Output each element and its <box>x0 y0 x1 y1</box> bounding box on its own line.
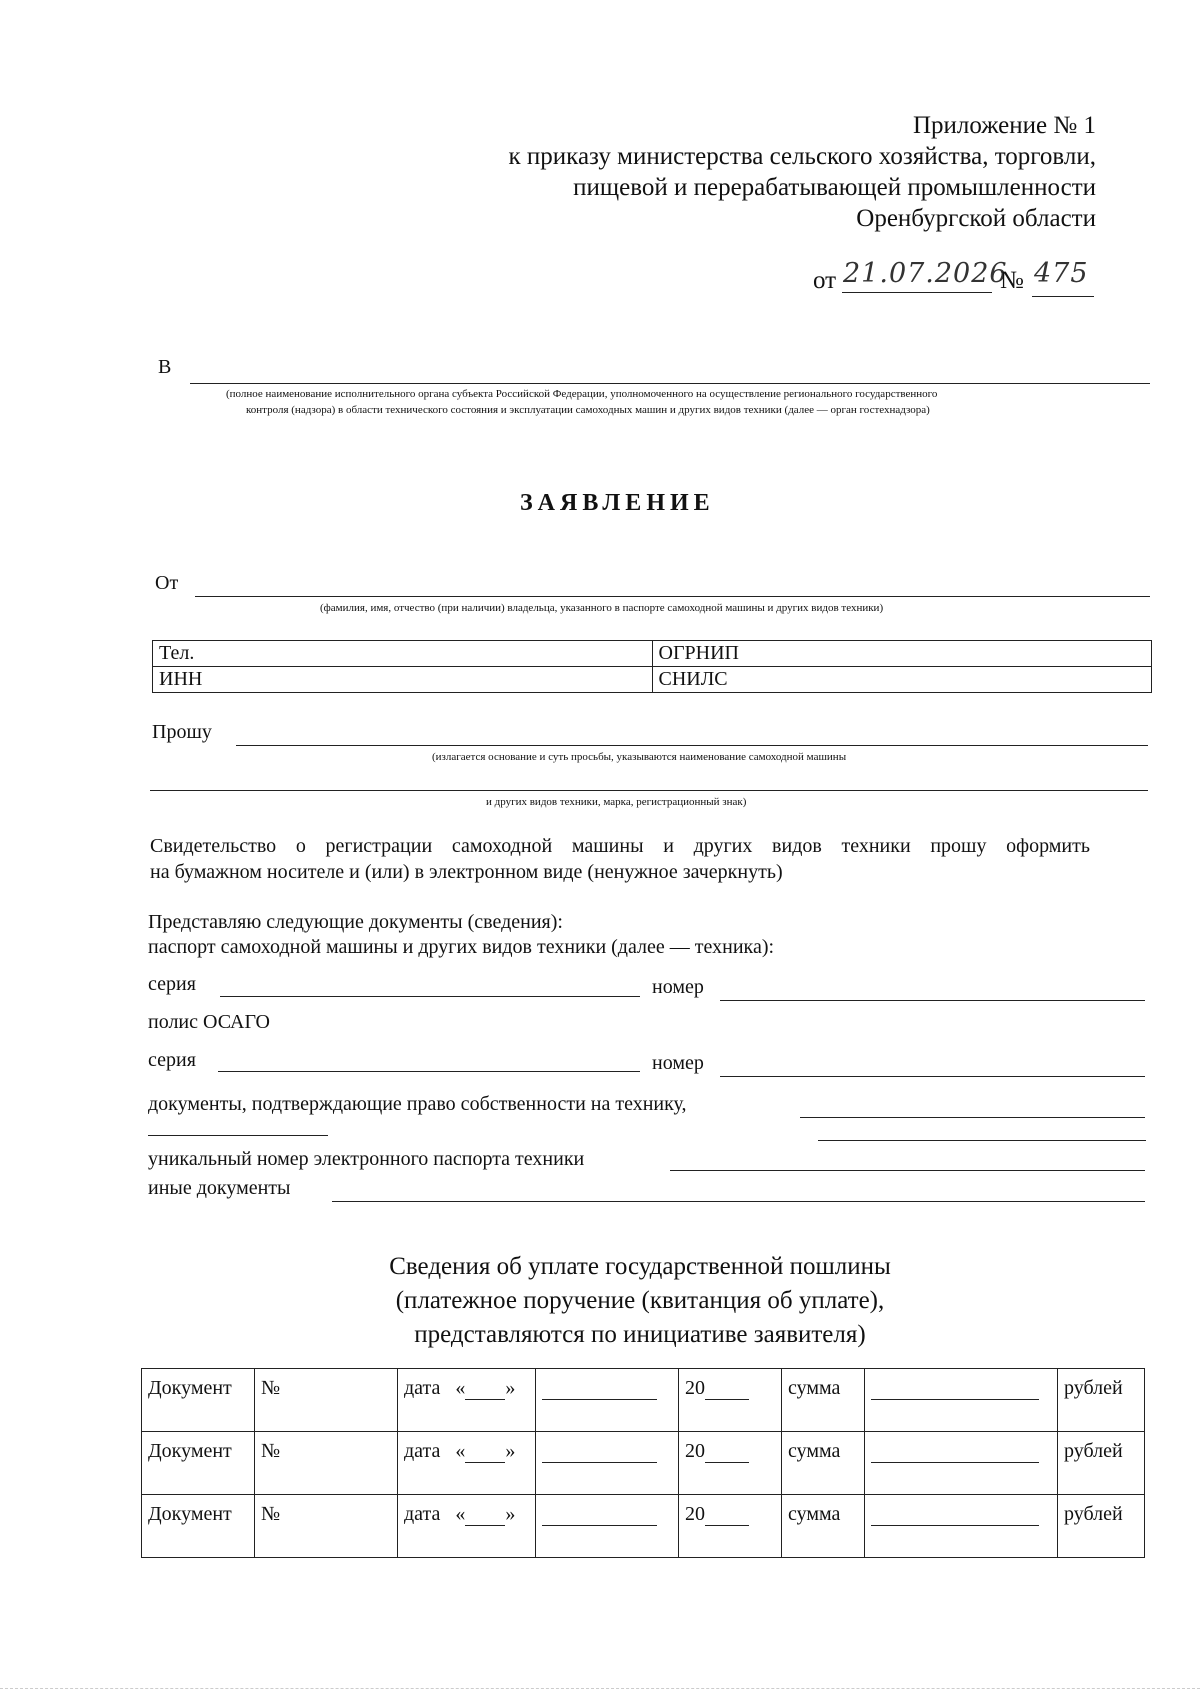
number-underline <box>1032 296 1094 297</box>
year-blank[interactable] <box>705 1379 749 1400</box>
close-quote: » <box>505 1503 516 1525</box>
ownership-field-2[interactable] <box>148 1135 328 1136</box>
year-prefix: 20 <box>685 1503 705 1525</box>
osago-series-field[interactable] <box>218 1071 640 1072</box>
other-docs-label: иные документы <box>148 1177 291 1199</box>
annex-region-line: Оренбургской области <box>856 205 1096 232</box>
ownership-field-1[interactable] <box>800 1117 1145 1118</box>
doc-label: Документ <box>142 1432 255 1495</box>
month-blank[interactable] <box>542 1442 657 1463</box>
passport-series-field[interactable] <box>220 996 640 997</box>
doc-number-cell[interactable] <box>255 1495 398 1558</box>
addressee-field[interactable] <box>190 383 1150 384</box>
sum-cell[interactable] <box>865 1495 1058 1558</box>
certificate-line-1: Свидетельство о регистрации самоходной машины и других видов техники прошу оформить <box>150 835 1090 857</box>
from-field[interactable] <box>195 596 1150 597</box>
sum-blank[interactable] <box>871 1505 1039 1526</box>
epassport-field[interactable] <box>670 1170 1145 1171</box>
annex-ministry-line: пищевой и перерабатывающей промышленности <box>573 174 1096 201</box>
payment-title-3: представляются по инициативе заявителя) <box>414 1321 866 1348</box>
annex-order-line: к приказу министерства сельского хозяйства, торговли, <box>508 143 1096 170</box>
year-prefix: 20 <box>685 1440 705 1462</box>
date-label: дата <box>404 1377 441 1399</box>
year-prefix: 20 <box>685 1377 705 1399</box>
osago-number-field[interactable] <box>720 1076 1145 1077</box>
date-month-cell[interactable] <box>536 1432 679 1495</box>
epassport-label: уникальный номер электронного паспорта техники <box>148 1148 585 1170</box>
osago-number-label: номер <box>652 1052 704 1074</box>
num-sign: № <box>261 1440 281 1462</box>
currency-label: рублей <box>1058 1432 1145 1495</box>
open-quote: « <box>455 1503 466 1525</box>
currency-label: рублей <box>1058 1369 1145 1432</box>
addressee-hint-2: контроля (надзора) в области технического состояния и эксплуатации самоходных машин и других видов техники (далее — орган гостехнадзора) <box>246 404 930 416</box>
annex-title: Приложение № 1 <box>912 112 1096 139</box>
addressee-hint-1: (полное наименование исполнительного органа субъекта Российской Федерации, уполномоченного на осуществление регионального государственного <box>226 388 938 400</box>
from-hint: (фамилия, имя, отчество (при наличии) владельца, указанного в паспорте самоходной машины и других видов техники) <box>320 602 884 614</box>
from-prefix: От <box>155 572 179 594</box>
close-quote: » <box>505 1377 516 1399</box>
contacts-row <box>153 641 1152 667</box>
sum-blank[interactable] <box>871 1442 1039 1463</box>
number-prefix: № <box>1000 267 1024 294</box>
month-blank[interactable] <box>542 1505 657 1526</box>
sum-blank[interactable] <box>871 1379 1039 1400</box>
request-hint-2: и других видов техники, марка, регистрационный знак) <box>486 796 747 808</box>
payment-title-1: Сведения об уплате государственной пошлины <box>389 1253 891 1280</box>
date-month-cell[interactable] <box>536 1495 679 1558</box>
doc-number-cell[interactable] <box>255 1432 398 1495</box>
month-blank[interactable] <box>542 1379 657 1400</box>
open-quote: « <box>455 1440 466 1462</box>
passport-number-label: номер <box>652 976 704 998</box>
ogrnip-cell[interactable]: ОГРНИП <box>652 641 1152 667</box>
request-prefix: Прошу <box>152 721 212 743</box>
date-day-cell[interactable] <box>398 1495 536 1558</box>
doc-number-cell[interactable] <box>255 1369 398 1432</box>
inn-cell[interactable]: ИНН <box>153 667 653 693</box>
snils-cell[interactable]: СНИЛС <box>652 667 1152 693</box>
day-blank[interactable] <box>465 1505 505 1526</box>
open-quote: « <box>455 1377 466 1399</box>
document-title: ЗАЯВЛЕНИЕ <box>520 490 715 516</box>
payment-table <box>141 1368 1145 1558</box>
request-field-1[interactable] <box>236 745 1148 746</box>
sum-label: сумма <box>782 1432 865 1495</box>
year-blank[interactable] <box>705 1442 749 1463</box>
date-prefix: от <box>813 267 837 294</box>
request-field-2[interactable] <box>150 790 1148 791</box>
date-month-cell[interactable] <box>536 1369 679 1432</box>
documents-intro: Представляю следующие документы (сведения): <box>148 911 563 933</box>
doc-label: Документ <box>142 1369 255 1432</box>
osago-series-label: серия <box>148 1049 196 1071</box>
handwritten-date: 21.07.2026 <box>843 258 1008 289</box>
sum-label: сумма <box>782 1495 865 1558</box>
table-row <box>142 1369 1145 1432</box>
num-sign: № <box>261 1503 281 1525</box>
request-hint-1: (излагается основание и суть просьбы, указываются наименование самоходной машины <box>432 751 847 763</box>
handwritten-number: 475 <box>1034 258 1089 289</box>
date-day-cell[interactable] <box>398 1369 536 1432</box>
other-docs-field[interactable] <box>332 1201 1145 1202</box>
certificate-line-2: на бумажном носителе и (или) в электронном виде (ненужное зачеркнуть) <box>150 861 783 883</box>
date-label: дата <box>404 1440 441 1462</box>
addressee-prefix: В <box>158 356 172 378</box>
sum-label: сумма <box>782 1369 865 1432</box>
year-blank[interactable] <box>705 1505 749 1526</box>
day-blank[interactable] <box>465 1379 505 1400</box>
sum-cell[interactable] <box>865 1432 1058 1495</box>
num-sign: № <box>261 1377 281 1399</box>
table-row <box>142 1432 1145 1495</box>
day-blank[interactable] <box>465 1442 505 1463</box>
date-year-cell[interactable] <box>679 1432 782 1495</box>
close-quote: » <box>505 1440 516 1462</box>
sum-cell[interactable] <box>865 1369 1058 1432</box>
contacts-table <box>152 640 1152 693</box>
date-label: дата <box>404 1503 441 1525</box>
contacts-row <box>153 667 1152 693</box>
date-year-cell[interactable] <box>679 1495 782 1558</box>
date-underline <box>842 292 992 293</box>
passport-number-field[interactable] <box>720 1000 1145 1001</box>
phone-cell[interactable]: Тел. <box>153 641 653 667</box>
osago-label: полис ОСАГО <box>148 1011 270 1033</box>
ownership-label: документы, подтверждающие право собственности на технику, <box>148 1093 687 1115</box>
doc-label: Документ <box>142 1495 255 1558</box>
passport-series-label: серия <box>148 973 196 995</box>
ownership-field-3[interactable] <box>818 1140 1146 1141</box>
date-day-cell[interactable] <box>398 1432 536 1495</box>
scan-edge-line <box>0 1688 1200 1689</box>
currency-label: рублей <box>1058 1495 1145 1558</box>
date-year-cell[interactable] <box>679 1369 782 1432</box>
payment-title-2: (платежное поручение (квитанция об уплате), <box>395 1287 885 1314</box>
passport-label: паспорт самоходной машины и других видов техники (далее — техника): <box>148 936 775 958</box>
table-row <box>142 1495 1145 1558</box>
